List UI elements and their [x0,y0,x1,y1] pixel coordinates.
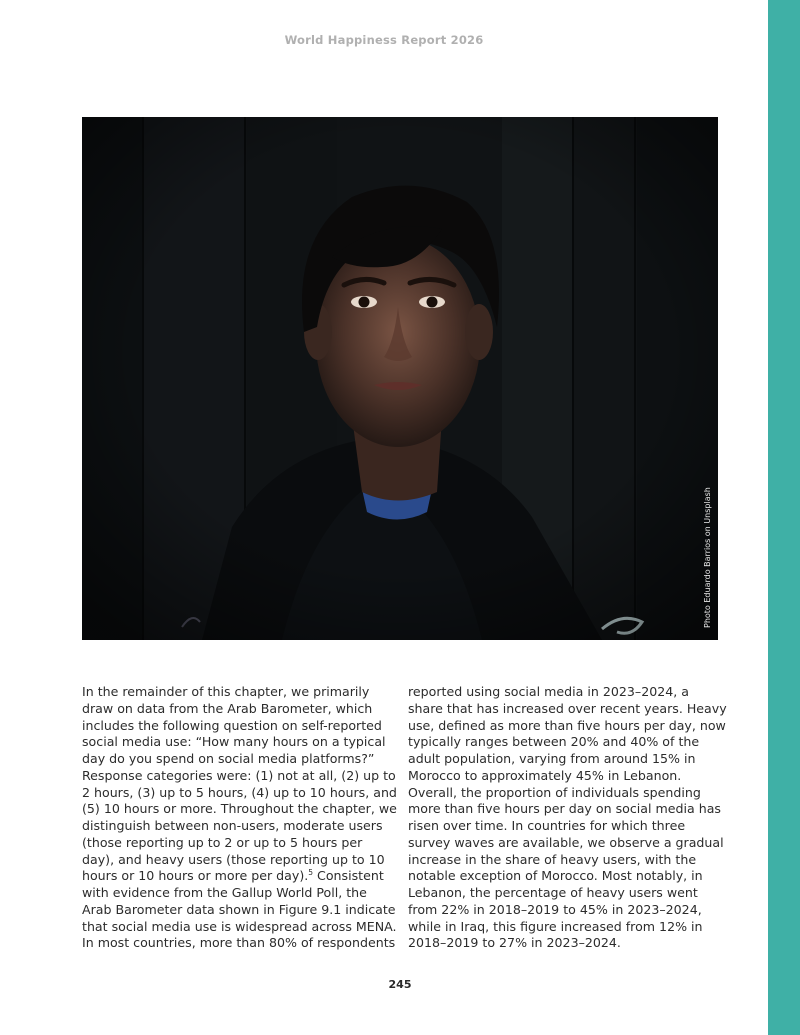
side-color-band [768,0,800,1035]
body-line: Arab Barometer data shown in Figure 9.1 indicate [82,901,396,917]
body-line: In the remainder of this chapter, we primarily [82,684,370,699]
body-line: Lebanon, the percentage of heavy users went [408,885,698,900]
body-line: (those reporting up to 2 or up to 5 hours per [82,834,363,850]
body-line: with evidence from the Gallup World Poll, the [82,885,367,900]
body-line-tail: Consistent [313,868,384,884]
page-number: 245 [388,978,412,991]
body-line: share that has increased over recent years. Heavy [408,700,727,716]
body-line: 2018–2019 to 27% in 2023–2024. [408,935,621,951]
body-line: use, defined as more than five hours per day, now [408,717,726,733]
body-line: while in Iraq, this figure increased from 12% in [408,918,703,934]
body-line: adult population, varying from around 15% in [408,751,696,766]
body-line: survey waves are available, we observe a gradual [408,834,724,850]
body-line: In most countries, more than 80% of respondents [82,935,396,951]
body-line: increase in the share of heavy users, with the [408,851,697,867]
body-line: Morocco to approximately 45% in Lebanon. [408,767,682,783]
body-line: notable exception of Morocco. Most notably, in [408,868,703,884]
body-column-left [82,684,397,952]
body-line: risen over time. In countries for which three [408,818,686,833]
body-line: includes the following question on self-reported [82,717,382,733]
body-line: day do you spend on social media platforms?” [82,751,375,766]
body-line: draw on data from the Arab Barometer, which [82,700,373,716]
body-line: reported using social media in 2023–2024, a [408,684,689,699]
body-line: distinguish between non-users, moderate users [82,818,383,833]
body-line-with-footnote [82,868,392,885]
boy-portrait-illustration [82,117,718,640]
body-line: more than five hours per day on social media has [408,801,721,817]
body-line: social media use: “How many hours on a typical [82,734,386,750]
running-header: World Happiness Report 2026 [284,33,484,47]
footnote-marker[interactable]: 5 [308,868,314,878]
body-line: Response categories were: (1) not at all, (2) up to [82,767,396,783]
photo-credit: Photo Eduardo Barrios on Unsplash [703,487,712,628]
body-line: 2 hours, (3) up to 5 hours, (4) up to 10 hours, and [82,784,397,800]
body-line-text: hours or 10 hours or more per day). [82,868,309,884]
body-line: Overall, the proportion of individuals spending [408,784,701,800]
body-column-right [408,684,727,952]
article-photo [82,117,718,640]
body-line: (5) 10 hours or more. Throughout the chapter, we [82,801,397,817]
body-line: that social media use is widespread across MENA. [82,918,397,934]
body-line: from 22% in 2018–2019 to 45% in 2023–2024, [408,901,702,917]
body-line: day), and heavy users (those reporting up to 10 [82,851,385,867]
body-line: typically ranges between 20% and 40% of the [408,734,700,750]
